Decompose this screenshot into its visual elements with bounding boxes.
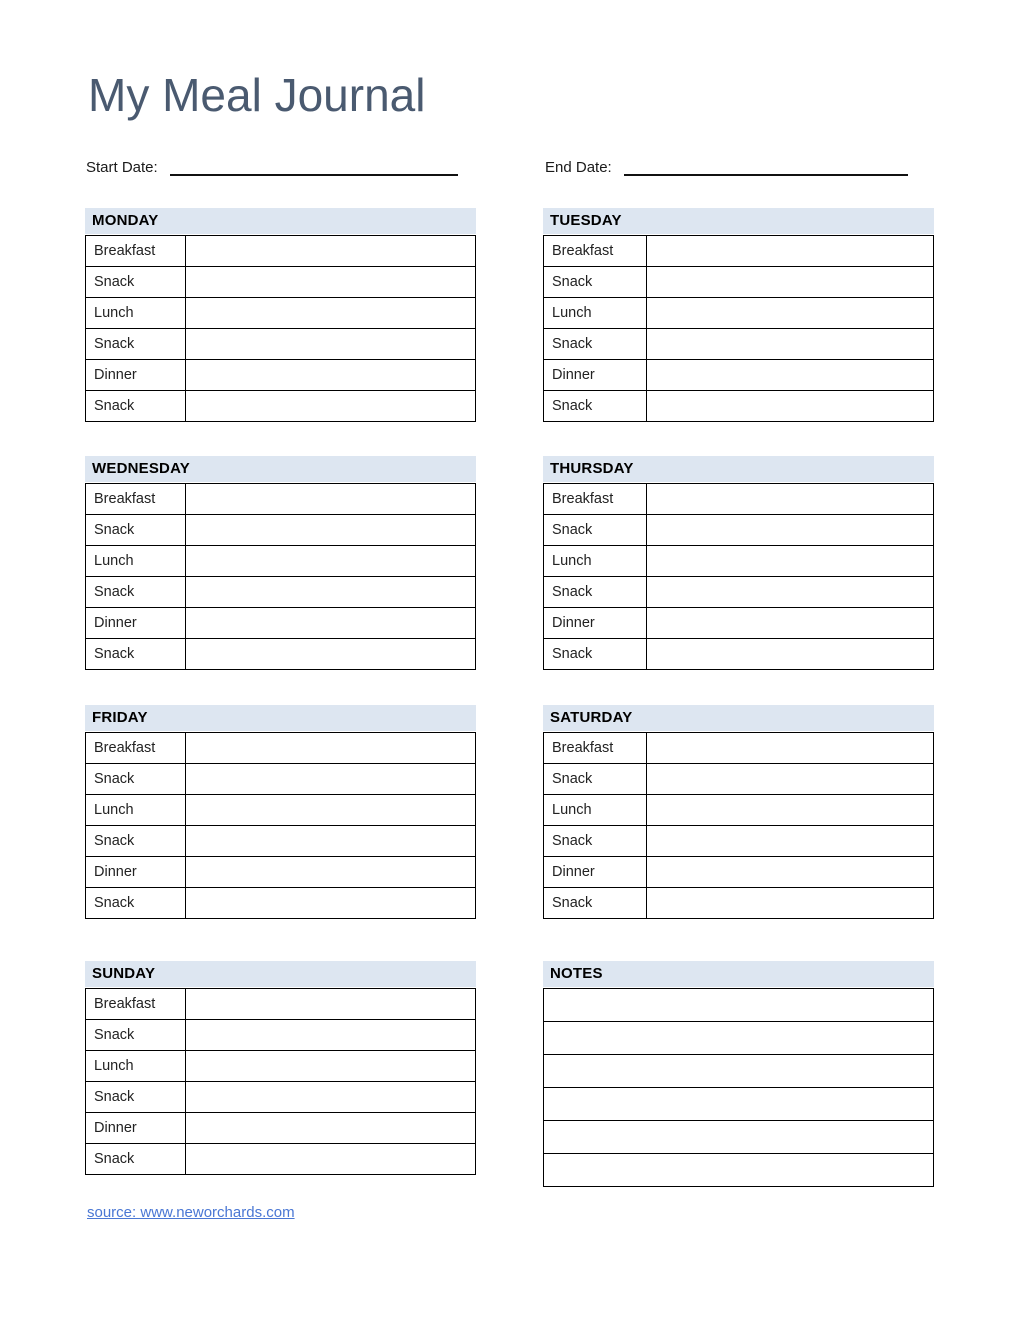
notes-block — [543, 961, 934, 1187]
meal-label-cell: Snack — [544, 888, 647, 919]
meal-label-cell: Breakfast — [86, 989, 186, 1020]
start-date-write-line[interactable] — [170, 174, 458, 176]
table-row — [544, 577, 934, 608]
table-row — [544, 546, 934, 577]
meal-entry-cell[interactable] — [186, 1082, 476, 1113]
meal-label-cell: Dinner — [86, 360, 186, 391]
table-row — [86, 1144, 476, 1175]
meal-entry-cell[interactable] — [186, 888, 476, 919]
meal-label-cell: Snack — [544, 826, 647, 857]
day-header-sunday: SUNDAY — [85, 961, 476, 987]
meal-label-cell: Snack — [86, 826, 186, 857]
meal-entry-cell[interactable] — [647, 329, 934, 360]
meal-label-cell: Dinner — [544, 608, 647, 639]
meal-label-cell: Breakfast — [544, 236, 647, 267]
table-row — [544, 515, 934, 546]
meal-label-cell: Snack — [86, 1082, 186, 1113]
meal-label-cell: Dinner — [86, 857, 186, 888]
meal-label-cell: Snack — [86, 888, 186, 919]
table-row — [86, 989, 476, 1020]
day-block-thursday — [543, 456, 934, 670]
meal-entry-cell[interactable] — [186, 795, 476, 826]
meal-entry-cell[interactable] — [647, 484, 934, 515]
table-row — [86, 577, 476, 608]
meal-label-cell: Breakfast — [544, 733, 647, 764]
meal-label-cell: Breakfast — [86, 236, 186, 267]
page-title: My Meal Journal — [88, 69, 426, 121]
table-row — [86, 857, 476, 888]
meal-entry-cell[interactable] — [186, 826, 476, 857]
meal-entry-cell[interactable] — [186, 764, 476, 795]
table-row — [544, 484, 934, 515]
meal-table-friday — [85, 732, 476, 919]
meal-entry-cell[interactable] — [186, 360, 476, 391]
table-row — [86, 733, 476, 764]
meal-label-cell: Lunch — [86, 1051, 186, 1082]
table-row — [86, 1020, 476, 1051]
meal-entry-cell[interactable] — [186, 1051, 476, 1082]
table-row — [544, 639, 934, 670]
table-row — [544, 826, 934, 857]
table-row — [544, 298, 934, 329]
table-row — [86, 236, 476, 267]
table-row — [86, 515, 476, 546]
table-row — [544, 360, 934, 391]
table-row — [86, 639, 476, 670]
day-header-tuesday: TUESDAY — [543, 208, 934, 234]
table-row — [544, 733, 934, 764]
meal-label-cell: Snack — [86, 577, 186, 608]
meal-entry-cell[interactable] — [186, 577, 476, 608]
meal-label-cell: Breakfast — [86, 733, 186, 764]
meal-label-cell: Snack — [86, 639, 186, 670]
table-row — [86, 391, 476, 422]
meal-label-cell: Snack — [544, 329, 647, 360]
meal-label-cell: Snack — [544, 515, 647, 546]
meal-entry-cell[interactable] — [186, 546, 476, 577]
day-header-friday: FRIDAY — [85, 705, 476, 731]
notes-entry-cell[interactable] — [544, 989, 934, 1022]
notes-row — [544, 1088, 934, 1121]
meal-entry-cell[interactable] — [647, 608, 934, 639]
meal-entry-cell[interactable] — [186, 329, 476, 360]
meal-label-cell: Snack — [86, 764, 186, 795]
meal-label-cell: Dinner — [86, 1113, 186, 1144]
meal-entry-cell[interactable] — [647, 888, 934, 919]
meal-entry-cell[interactable] — [647, 826, 934, 857]
meal-entry-cell[interactable] — [647, 639, 934, 670]
day-block-monday — [85, 208, 476, 422]
table-row — [86, 360, 476, 391]
notes-row — [544, 1121, 934, 1154]
meal-entry-cell[interactable] — [647, 577, 934, 608]
table-row — [86, 888, 476, 919]
table-row — [86, 329, 476, 360]
table-row — [86, 267, 476, 298]
meal-entry-cell[interactable] — [186, 733, 476, 764]
table-row — [544, 329, 934, 360]
meal-entry-cell[interactable] — [647, 360, 934, 391]
meal-table-thursday — [543, 483, 934, 670]
meal-entry-cell[interactable] — [647, 236, 934, 267]
meal-label-cell: Snack — [86, 267, 186, 298]
meal-label-cell: Lunch — [544, 795, 647, 826]
notes-row — [544, 1055, 934, 1088]
meal-label-cell: Dinner — [544, 857, 647, 888]
notes-row — [544, 1022, 934, 1055]
meal-entry-cell[interactable] — [186, 639, 476, 670]
meal-label-cell: Snack — [86, 1144, 186, 1175]
table-row — [544, 857, 934, 888]
day-block-sunday — [85, 961, 476, 1175]
meal-label-cell: Snack — [86, 391, 186, 422]
table-row — [86, 484, 476, 515]
table-row — [86, 1051, 476, 1082]
table-row — [86, 298, 476, 329]
table-row — [86, 764, 476, 795]
table-row — [544, 608, 934, 639]
meal-label-cell: Snack — [544, 764, 647, 795]
meal-label-cell: Breakfast — [544, 484, 647, 515]
meal-entry-cell[interactable] — [186, 267, 476, 298]
meal-entry-cell[interactable] — [186, 608, 476, 639]
day-header-saturday: SATURDAY — [543, 705, 934, 731]
meal-label-cell: Snack — [86, 1020, 186, 1051]
day-block-wednesday — [85, 456, 476, 670]
meal-entry-cell[interactable] — [186, 484, 476, 515]
meal-label-cell: Snack — [544, 391, 647, 422]
notes-entry-cell[interactable] — [544, 1121, 934, 1154]
meal-table-saturday — [543, 732, 934, 919]
meal-entry-cell[interactable] — [186, 1113, 476, 1144]
meal-label-cell: Snack — [544, 639, 647, 670]
meal-entry-cell[interactable] — [186, 1144, 476, 1175]
meal-table-tuesday — [543, 235, 934, 422]
table-row — [86, 795, 476, 826]
source-link[interactable]: source: www.neworchards.com — [87, 1204, 295, 1221]
end-date-write-line[interactable] — [624, 174, 908, 176]
table-row — [86, 826, 476, 857]
table-row — [544, 764, 934, 795]
meal-entry-cell[interactable] — [647, 795, 934, 826]
meal-table-monday — [85, 235, 476, 422]
meal-entry-cell[interactable] — [186, 1020, 476, 1051]
table-row — [86, 1082, 476, 1113]
day-header-monday: MONDAY — [85, 208, 476, 234]
meal-entry-cell[interactable] — [186, 989, 476, 1020]
meal-entry-cell[interactable] — [186, 298, 476, 329]
meal-label-cell: Lunch — [86, 795, 186, 826]
notes-header: NOTES — [543, 961, 934, 987]
table-row — [544, 267, 934, 298]
day-header-thursday: THURSDAY — [543, 456, 934, 482]
meal-label-cell: Dinner — [544, 360, 647, 391]
notes-row — [544, 989, 934, 1022]
notes-table — [543, 988, 934, 1187]
meal-entry-cell[interactable] — [647, 857, 934, 888]
meal-label-cell: Lunch — [86, 298, 186, 329]
notes-entry-cell[interactable] — [544, 1055, 934, 1088]
table-row — [544, 236, 934, 267]
table-row — [544, 391, 934, 422]
day-block-friday — [85, 705, 476, 919]
table-row — [544, 795, 934, 826]
meal-entry-cell[interactable] — [647, 764, 934, 795]
meal-label-cell: Lunch — [86, 546, 186, 577]
meal-label-cell: Snack — [86, 515, 186, 546]
meal-table-wednesday — [85, 483, 476, 670]
end-date-label: End Date: — [545, 159, 612, 176]
day-header-wednesday: WEDNESDAY — [85, 456, 476, 482]
table-row — [86, 608, 476, 639]
meal-entry-cell[interactable] — [647, 391, 934, 422]
table-row — [544, 888, 934, 919]
meal-entry-cell[interactable] — [647, 515, 934, 546]
meal-label-cell: Lunch — [544, 546, 647, 577]
start-date-label: Start Date: — [86, 159, 158, 176]
start-date-field[interactable] — [86, 158, 476, 184]
notes-row — [544, 1154, 934, 1187]
meal-label-cell: Snack — [544, 267, 647, 298]
meal-entry-cell[interactable] — [186, 515, 476, 546]
table-row — [86, 546, 476, 577]
table-row — [86, 1113, 476, 1144]
day-block-tuesday — [543, 208, 934, 422]
meal-entry-cell[interactable] — [186, 236, 476, 267]
meal-label-cell: Breakfast — [86, 484, 186, 515]
meal-entry-cell[interactable] — [647, 267, 934, 298]
meal-entry-cell[interactable] — [186, 391, 476, 422]
notes-entry-cell[interactable] — [544, 1088, 934, 1121]
meal-entry-cell[interactable] — [647, 546, 934, 577]
meal-label-cell: Snack — [544, 577, 647, 608]
meal-entry-cell[interactable] — [647, 733, 934, 764]
meal-table-sunday — [85, 988, 476, 1175]
notes-entry-cell[interactable] — [544, 1154, 934, 1187]
meal-label-cell: Dinner — [86, 608, 186, 639]
day-block-saturday — [543, 705, 934, 919]
meal-entry-cell[interactable] — [186, 857, 476, 888]
meal-label-cell: Snack — [86, 329, 186, 360]
meal-label-cell: Lunch — [544, 298, 647, 329]
end-date-field[interactable] — [545, 158, 935, 184]
notes-entry-cell[interactable] — [544, 1022, 934, 1055]
meal-entry-cell[interactable] — [647, 298, 934, 329]
